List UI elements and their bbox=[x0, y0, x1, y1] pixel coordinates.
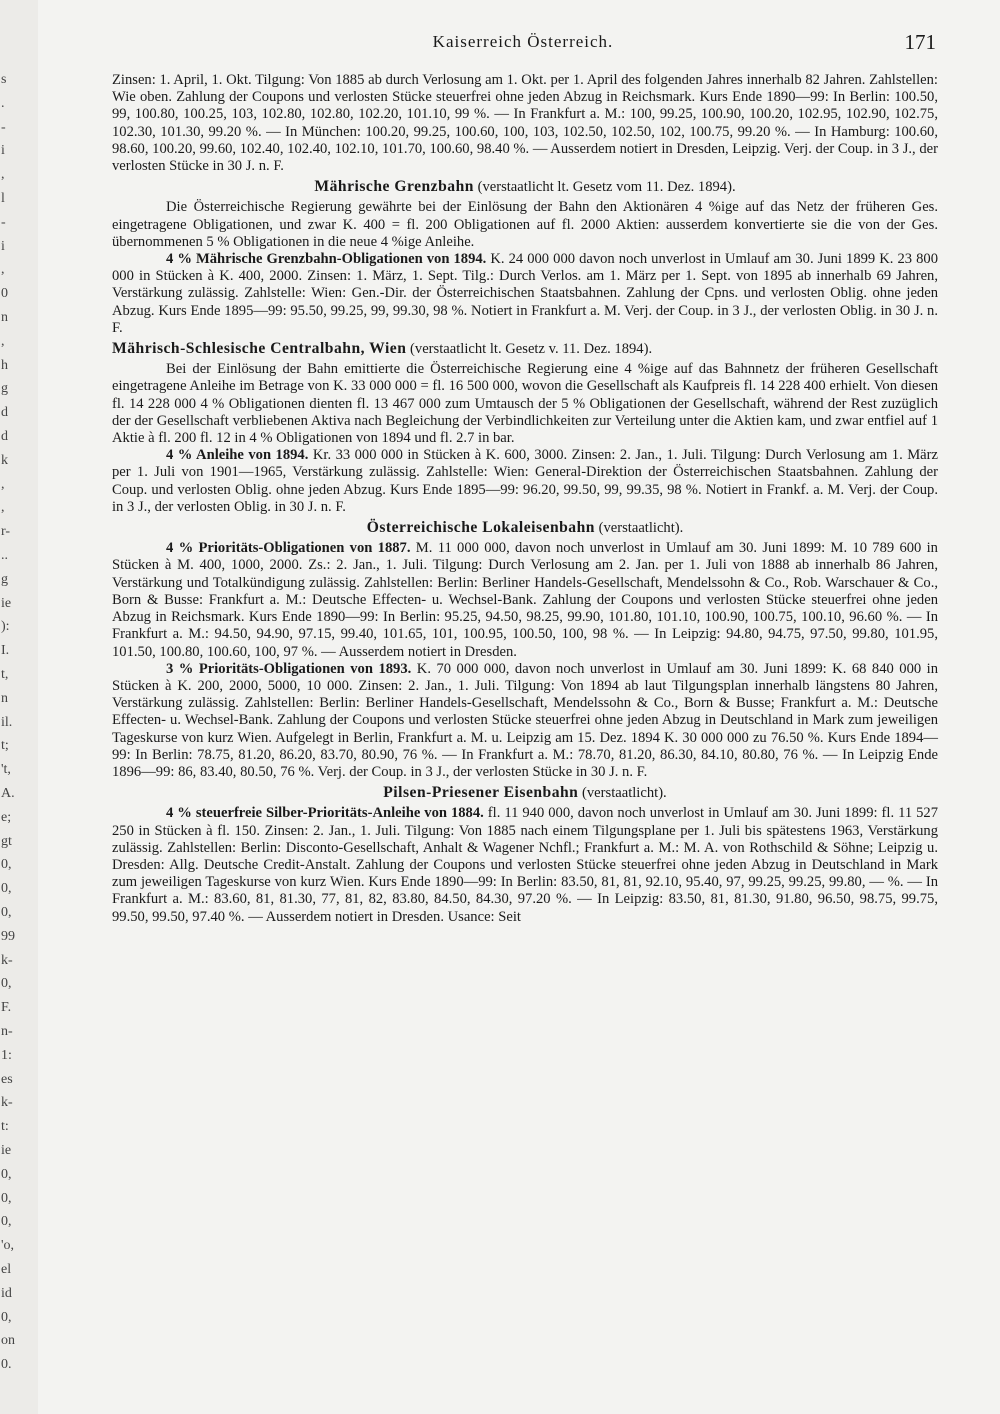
paragraph: Die Österreichische Regierung gewährte bei der Einlösung der Bahn den Aktionären 4 %ige auf das Netz der früheren Ges. eingetragene Obligationen, und zwar K. 400 = fl. 200 Obligationen auf fl. 2000 Aktien: ausserdem konvertierte sie die von der Ges. übernommenen 5 % Obligationen in die neue 4 %ige Anleihe. bbox=[112, 199, 938, 250]
page-content bbox=[112, 72, 938, 926]
section-heading-maehrische-grenzbahn bbox=[112, 178, 938, 196]
bond-details: K. 24 000 000 davon noch unverlost in Umlauf am 30. Juni 1899 K. 23 800 000 in Stücken à K. 400, 2000. Zinsen: 1. März, 1. Sept. Tilg.: Durch Verlos. am 1. März per 1. Sept. von 1895 ab innerhalb 69 Jahren, Verstärkung zulässig. Zahlstelle: Wien: Gen.-Dir. der Österreichischen Staatsbahnen. Zahlung der Cpns. und verlosten Oblig. ohne jeden Abzug. Kurs Ende 1895—99: 95.50, 99.25, 99, 99.30, 98 %. Notiert in Frankfurt a. M. Verj. der Coup. in 3 J., der verlosten Oblig. in 30 J. n. F. bbox=[112, 251, 938, 336]
bond-paragraph bbox=[112, 805, 938, 925]
gutter-fragment: , bbox=[1, 476, 5, 492]
gutter-fragment: 0, bbox=[1, 857, 12, 873]
gutter-fragment: ie bbox=[1, 1143, 12, 1158]
gutter-fragment: k bbox=[1, 452, 8, 468]
bond-title: 4 % Anleihe von 1894. bbox=[166, 447, 309, 464]
section-name: Mährische Grenzbahn bbox=[314, 178, 474, 196]
gutter-fragment: , bbox=[1, 167, 5, 183]
gutter-fragment: F. bbox=[1, 1000, 12, 1016]
gutter-fragment: .. bbox=[1, 548, 8, 563]
gutter-fragment: s bbox=[1, 72, 7, 87]
gutter-fragment: d bbox=[1, 405, 8, 421]
gutter-fragment: ): bbox=[1, 619, 10, 635]
intro-paragraph: Zinsen: 1. April, 1. Okt. Tilgung: Von 1885 ab durch Verlosung am 1. Okt. per 1. April des folgenden Jahres innerhalb 82 Jahren. Zahlstellen: Wie oben. Zahlung der Coupons und verlosten Stücke steuerfrei ohne jeden Abzug in Reichsmark. Kurs Ende 1890—99: In Berlin: 100.50, 99, 100.80, 100.25, 103, 102.80, 102.80, 102.20, 101.10, 99 %. — In Frankfurt a. M.: 100, 99.25, 100.90, 100.20, 102.95, 102.90, 102.75, 102.30, 101.30, 99.20 %. — In München: 100.20, 99.25, 100.60, 100, 103, 102.50, 102.50, 102, 100.75, 99.20 %. — In Hamburg: 100.60, 98.60, 100.20, 99.60, 102.40, 102.40, 102.10, 101.70, 100.60, 98.40 %. — Ausserdem notiert in Dresden, Leipzig. Verj. der Coup. in 3 J., der verlosten Stücke in 30 J. n. F. bbox=[112, 72, 938, 175]
section-note: (verstaatlicht). bbox=[582, 785, 667, 802]
section-name: Pilsen-Priesener Eisenbahn bbox=[383, 784, 579, 802]
gutter-fragment: id bbox=[1, 1285, 12, 1301]
gutter-fragment: A. bbox=[1, 786, 15, 801]
gutter-fragment: k- bbox=[1, 1095, 13, 1111]
bond-details: K. 70 000 000, davon noch unverlost in Umlauf am 30. Juni 1899: K. 68 840 000 in Stücken à K. 200, 2000, 5000, 10 000. Zinsen: 2. Jan., 1. Juli. Tilgung: Von 1894 ab laut Tilgungsplan innerhalb längstens 80 Jahren, Verstärkung zulässig. Zahlstellen: Berlin: Berliner Handels-Gesellschaft, Mendelssohn & Co., Born & Busse; Frankfurt a. M.: Deutsche Effecten- u. Wechsel-Bank. Zahlung der Coupons und verlosten Stücke steuerfrei ohne jeden Abzug in Deutschland in Mark zum jeweiligen Tageskurse von kurz Wien. Aufgelegt in Berlin, Frankfurt a. M. u. Leipzig am 15. Dez. 1894 K. 30 000 000 zu 76.50 %. Kurs Ende 1894—99: In Berlin: 78.75, 81.20, 86.20, 83.70, 80.90, 76 %. — In Frankfurt a. M.: 78.70, 81.20, 86.30, 84.10, 80.80, 76 %. — In Leipzig Ende 1896—99: 86, 83.40, 80.50, 76 %. Verj. der Coup. in 3 J., der verlosten Stücke in 30 J. n. F. bbox=[112, 660, 938, 780]
bond-title: 4 % steuerfreie Silber-Prioritäts-Anleihe von 1884. bbox=[166, 805, 484, 822]
section-name: Mährisch-Schlesische Centralbahn, Wien bbox=[112, 340, 407, 358]
gutter-fragment: n- bbox=[1, 1024, 13, 1039]
gutter-fragment: il. bbox=[1, 714, 13, 730]
gutter-fragment: d bbox=[1, 429, 8, 444]
gutter-fragment: 0, bbox=[1, 1190, 12, 1206]
gutter-fragment: h bbox=[1, 357, 8, 373]
section-heading-maehrisch-schlesische bbox=[112, 340, 938, 358]
bond-title: 4 % Mährische Grenzbahn-Obligationen von 1894. bbox=[166, 251, 487, 268]
gutter-fragment: g bbox=[1, 571, 8, 587]
page-number: 171 bbox=[904, 30, 936, 54]
gutter-fragment: i bbox=[1, 143, 5, 159]
bond-details: fl. 11 940 000, davon noch unverlost in Umlauf am 30. Juni 1899: fl. 11 527 250 in Stücken à fl. 150. Zinsen: 2. Jan., 1. Juli. Tilgung: Von 1885 nach einem Tilgungsplane per 1. Juli bis spätestens 1963, Verstärkung zulässig. Zahlstellen: Berlin: Disconto-Gesellschaft, Anhalt & Wagener Nchfl.; Frankfurt a. M.: M. A. von Rothschild & Söhne; Leipzig u. Dresden: Allg. Deutsche Credit-Anstalt. Zahlung der Coupons und verlosten Stücke steuerfrei ohne jeden Abzug in Deutschland in Mark zum jeweiligen Tageskurse von kurz Wien. Kurs Ende 1890—99: In Berlin: 83.50, 81, 81, 92.10, 95.40, 97, 99.25, 99.25, 99.80, — %. — In Frankfurt a. M.: 83.60, 81, 81.30, 77, 81, 82, 83.80, 84.50, 84.30, 97.20 %. — In Leipzig: 83.50, 81, 81.30, 91.80, 96.50, 98.75, 99.75, 99.50, 99.50, 97.40 %. — Ausserdem notiert in Dresden. Usance: Seit bbox=[112, 805, 939, 925]
gutter-fragment: I. bbox=[1, 643, 10, 659]
section-heading-lokaleisenbahn bbox=[112, 519, 938, 537]
gutter-fragment: 'o, bbox=[1, 1238, 15, 1254]
gutter-fragment: . bbox=[1, 95, 5, 111]
gutter-fragment: 1: bbox=[1, 1047, 12, 1063]
bond-title: 3 % Prioritäts-Obligationen von 1893. bbox=[166, 660, 412, 677]
gutter-fragment: 0. bbox=[1, 1357, 12, 1373]
bond-title: 4 % Prioritäts-Obligationen von 1887. bbox=[166, 540, 411, 557]
section-heading-pilsen-priesener bbox=[112, 784, 938, 802]
gutter-fragment: i bbox=[1, 238, 5, 254]
bond-details: Kr. 33 000 000 in Stücken à K. 600, 3000. Zinsen: 2. Jan., 1. Juli. Tilgung: Durch Verlosung am 1. März per 1. Juli von 1901—1965, Verstärkung zulässig. Zahlstelle: Wien: General-Direktion der Österreichischen Staatsbahnen. Zahlung der Coup. und verlosten Oblig. ohne jeden Abzug. Kurs Ende 1895—99: 96.20, 99.50, 99, 99.35, 98 %. Notiert in Frankf. a. M. Verj. der Coup. in 3 J., der verlosten Oblig. in 30 J. n. F. bbox=[112, 447, 938, 515]
section-note: (verstaatlicht lt. Gesetz vom 11. Dez. 1894). bbox=[477, 179, 736, 196]
gutter-fragment: 0, bbox=[1, 976, 12, 992]
gutter-fragment: t: bbox=[1, 1119, 9, 1135]
gutter-fragment: 0, bbox=[1, 905, 12, 920]
gutter-fragment: n bbox=[1, 310, 8, 325]
gutter-fragment: gt bbox=[1, 833, 12, 849]
previous-page-gutter bbox=[0, 0, 39, 1414]
gutter-fragment: t, bbox=[1, 667, 9, 682]
gutter-fragment: g bbox=[1, 381, 8, 397]
gutter-fragment: 0, bbox=[1, 1214, 12, 1230]
paragraph: Bei der Einlösung der Bahn emittierte die Österreichische Regierung eine 4 %ige auf das Bahnnetz der früheren Gesellschaft eingetragene Anleihe im Betrage von K. 33 000 000 = fl. 16 500 000, wovon die Gesellschaft als Kaufpreis fl. 14 228 400 erhielt. Von diesen fl. 14 228 000 4 % Obligationen dienten fl. 13 467 000 zum Umtausch der 5 % Obligationen der Gesellschaft, während der Rest zuzüglich der der Gesellschaft verbliebenen Aktiva nach Begleichung der Verbindlichkeiten zur Verteilung unter die Aktien kam, und zwar entfiel auf 1 Aktie à fl. 200 fl. 12 in 4 % Obligationen von 1894 und fl. 2.7 in bar. bbox=[112, 361, 938, 447]
bond-paragraph bbox=[112, 661, 938, 781]
page-header bbox=[110, 30, 936, 56]
section-name: Österreichische Lokaleisenbahn bbox=[366, 519, 595, 537]
gutter-fragment: e; bbox=[1, 809, 12, 825]
gutter-fragment: 't, bbox=[1, 762, 11, 778]
gutter-fragment: r- bbox=[1, 524, 11, 540]
gutter-fragment: el bbox=[1, 1262, 12, 1277]
gutter-fragment: ie bbox=[1, 595, 12, 611]
gutter-fragment: 0, bbox=[1, 881, 12, 897]
bond-paragraph bbox=[112, 251, 938, 337]
gutter-fragment: , bbox=[1, 333, 5, 349]
section-note: (verstaatlicht). bbox=[598, 520, 684, 537]
bond-details: M. 11 000 000, davon noch unverlost in Umlauf am 30. Juni 1899: M. 10 789 600 in Stücken à M. 400, 1000, 2000. Zs.: 2. Jan., 1. Juli. Tilgung: Durch Verlosung am 2. Jan. per 1. Juli von 1888 ab innerhalb 86 Jahren, Verstärkung und Totalkündigung zulässig. Zahlstellen: Berlin: Berliner Handels-Gesellschaft, Mendelssohn & Co., Rob. Warschauer & Co., Born & Busse: Frankfurt a. M.: Deutsche Effecten- u. Wechsel-Bank. Zahlung der Coupons und verlosten Stücke steuerfrei ohne jeden Abzug in Reichsmark. Kurs Ende 1890—99: In Berlin: 95.25, 94.50, 98.25, 99.90, 101.80, 101.10, 100.90, 100.75, 100.10, 96.60 %. — In Frankfurt a. M.: 94.50, 94.90, 97.15, 99.40, 101.65, 101, 100.95, 100.50, 100, 98 %. — In Leipzig: 94.80, 94.75, 97.50, 99.80, 101.95, 101.50, 100.80, 100.60, 100, 97 %. — Ausserdem notiert in Dresden. bbox=[112, 540, 938, 660]
gutter-fragment: 0, bbox=[1, 1166, 12, 1182]
gutter-fragment: es bbox=[1, 1071, 13, 1087]
gutter-fragment: - bbox=[1, 119, 6, 135]
bond-paragraph bbox=[112, 540, 938, 660]
gutter-fragment: 0, bbox=[1, 1309, 12, 1325]
bond-paragraph bbox=[112, 447, 938, 516]
gutter-fragment: l bbox=[1, 191, 5, 206]
gutter-fragment: , bbox=[1, 500, 5, 516]
gutter-fragment: - bbox=[1, 214, 6, 230]
running-title: Kaiserreich Österreich. bbox=[432, 32, 614, 51]
gutter-fragment: n bbox=[1, 690, 8, 706]
gutter-fragment: k- bbox=[1, 952, 13, 968]
gutter-fragment: 0 bbox=[1, 286, 8, 302]
gutter-fragment: 99 bbox=[1, 928, 15, 944]
gutter-fragment: t; bbox=[1, 738, 9, 754]
gutter-fragment: , bbox=[1, 262, 5, 278]
section-note: (verstaatlicht lt. Gesetz v. 11. Dez. 1894). bbox=[410, 341, 653, 358]
gutter-fragment: on bbox=[1, 1333, 15, 1349]
